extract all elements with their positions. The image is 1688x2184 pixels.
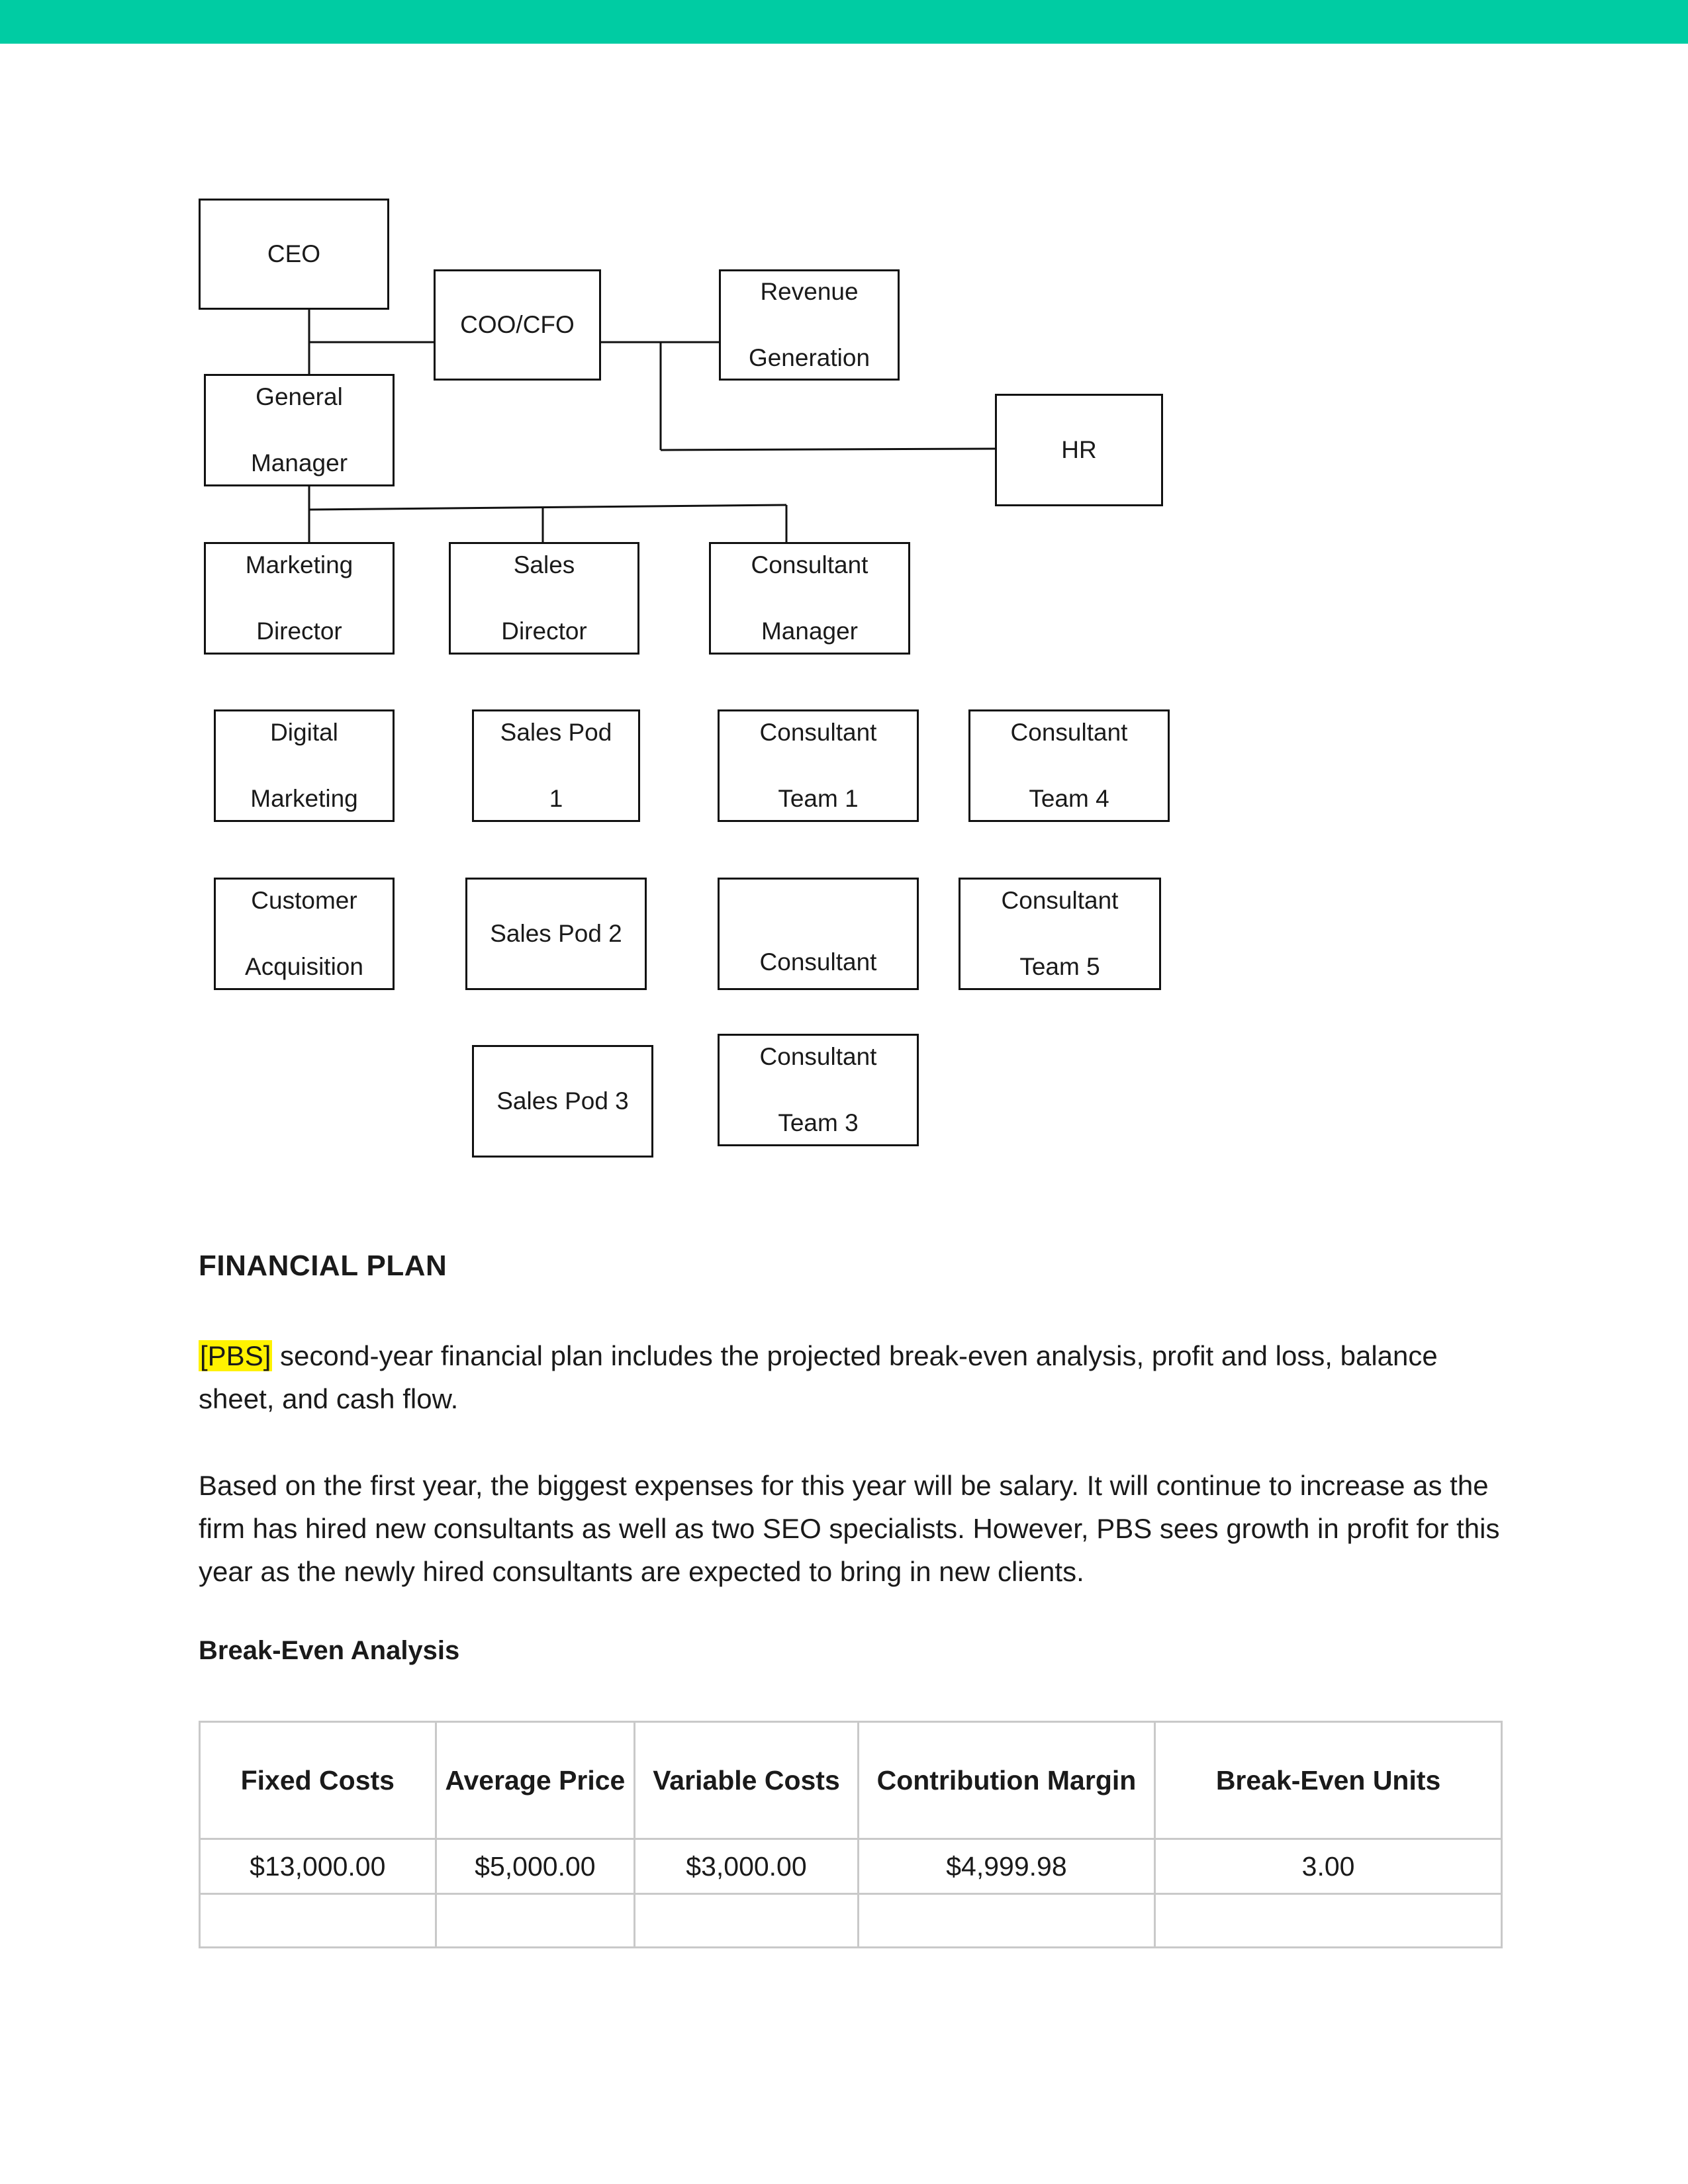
empty-cell	[1155, 1894, 1502, 1948]
org-node-text	[246, 516, 353, 681]
org-node-label: Manager	[761, 617, 858, 645]
empty-cell	[635, 1894, 859, 1948]
org-node-label: Consultant	[1010, 719, 1128, 746]
cell-variable-costs: $3,000.00	[635, 1839, 859, 1894]
org-node-label: Generation	[748, 344, 870, 371]
org-node-text	[500, 683, 612, 848]
financial-plan-expenses-paragraph: Based on the first year, the biggest expenses for this year will be salary. It will continue to increase as the firm has hired new consultants as well as two SEO specialists. However, PBS sees growth in profit for this year as the newly hired consultants are expected to bring in new clients.	[199, 1470, 1500, 1587]
org-node-consultant-manager	[709, 542, 910, 655]
org-node-label: Sales Pod 2	[490, 920, 622, 947]
org-node-coo-cfo	[434, 269, 601, 381]
org-node-label: 1	[549, 785, 563, 812]
intro-text: second-year financial plan includes the projected break-even analysis, profit and loss, balance sheet, and cash flow.	[199, 1340, 1438, 1414]
cell-break-even-units: 3.00	[1155, 1839, 1502, 1894]
org-node-sales-pod-2	[465, 878, 647, 990]
org-node-text	[250, 683, 357, 848]
org-node-label: Marketing	[250, 785, 358, 812]
financial-plan-intro-paragraph	[199, 1334, 1509, 1420]
col-header-contribution-margin: Contribution Margin	[858, 1722, 1154, 1839]
cell-contribution-margin: $4,999.98	[858, 1839, 1154, 1894]
org-node-text	[749, 242, 870, 408]
org-node-consultant	[718, 878, 919, 990]
org-node-label: Acquisition	[245, 953, 363, 980]
org-node-label: Consultant	[759, 1043, 877, 1070]
org-node-label: COO/CFO	[460, 311, 575, 338]
org-node-label: Consultant	[1001, 887, 1119, 914]
break-even-heading: Break-Even Analysis	[199, 1636, 460, 1665]
org-node-label: General	[256, 383, 343, 410]
org-node-text	[751, 516, 868, 681]
org-node-label: Revenue	[760, 278, 859, 305]
org-node-label: Consultant	[759, 719, 877, 746]
org-node-customer-acquisition	[214, 878, 395, 990]
org-node-ceo	[199, 199, 389, 310]
org-node-label: Consultant	[759, 948, 877, 976]
org-node-marketing-director	[204, 542, 395, 655]
org-node-text	[251, 347, 348, 513]
cell-fixed-costs: $13,000.00	[200, 1839, 436, 1894]
break-even-table	[199, 1721, 1503, 1948]
org-node-label: Sales	[513, 551, 575, 578]
org-node-label: Marketing	[245, 551, 353, 578]
org-node-label: Team 3	[778, 1109, 859, 1136]
org-node-label: Consultant	[751, 551, 868, 578]
highlighted-company-placeholder: [PBS]	[200, 1340, 271, 1371]
table-row-empty	[200, 1894, 1502, 1948]
connector-gm-bus	[309, 505, 786, 510]
col-header-variable-costs: Variable Costs	[635, 1722, 859, 1839]
org-node-sales-pod-1	[472, 709, 640, 822]
col-header-fixed-costs: Fixed Costs	[200, 1722, 436, 1839]
org-node-sales-director	[449, 542, 639, 655]
org-node-text	[1011, 683, 1128, 848]
org-node-label: Customer	[251, 887, 357, 914]
org-node-hr	[995, 394, 1163, 506]
financial-plan-heading: FINANCIAL PLAN	[199, 1250, 447, 1282]
col-header-average-price: Average Price	[436, 1722, 635, 1839]
org-node-label: Team 5	[1019, 953, 1100, 980]
org-node-sales-pod-3	[472, 1045, 653, 1158]
org-node-consultant-team-4	[968, 709, 1170, 822]
org-node-consultant-team-1	[718, 709, 919, 822]
col-header-break-even-units: Break-Even Units	[1155, 1722, 1502, 1839]
table-row	[200, 1839, 1502, 1894]
org-node-label: Manager	[250, 449, 348, 477]
org-node-label: Team 4	[1029, 785, 1109, 812]
org-node-text	[501, 516, 587, 681]
org-node-label: HR	[1061, 436, 1097, 463]
org-node-text	[245, 851, 363, 1017]
org-node-label: Director	[256, 617, 342, 645]
cell-average-price: $5,000.00	[436, 1839, 635, 1894]
org-node-text	[760, 1007, 877, 1173]
connector-coo-hr-horizontal	[661, 449, 995, 450]
org-node-label: Digital	[270, 719, 338, 746]
empty-cell	[200, 1894, 436, 1948]
empty-cell	[858, 1894, 1154, 1948]
table-header-row	[200, 1722, 1502, 1839]
org-node-consultant-team-3	[718, 1034, 919, 1146]
org-node-label: Director	[501, 617, 587, 645]
org-node-revenue-generation	[719, 269, 900, 381]
org-node-text	[760, 683, 877, 848]
org-node-text	[1002, 851, 1119, 1017]
org-node-digital-marketing	[214, 709, 395, 822]
org-node-consultant-team-5	[959, 878, 1161, 990]
org-node-label: Team 1	[778, 785, 859, 812]
empty-cell	[436, 1894, 635, 1948]
org-node-label: Sales Pod 3	[496, 1087, 629, 1115]
org-node-general-manager	[204, 374, 395, 486]
org-node-label: CEO	[267, 240, 321, 267]
org-node-label: Sales Pod	[500, 719, 612, 746]
